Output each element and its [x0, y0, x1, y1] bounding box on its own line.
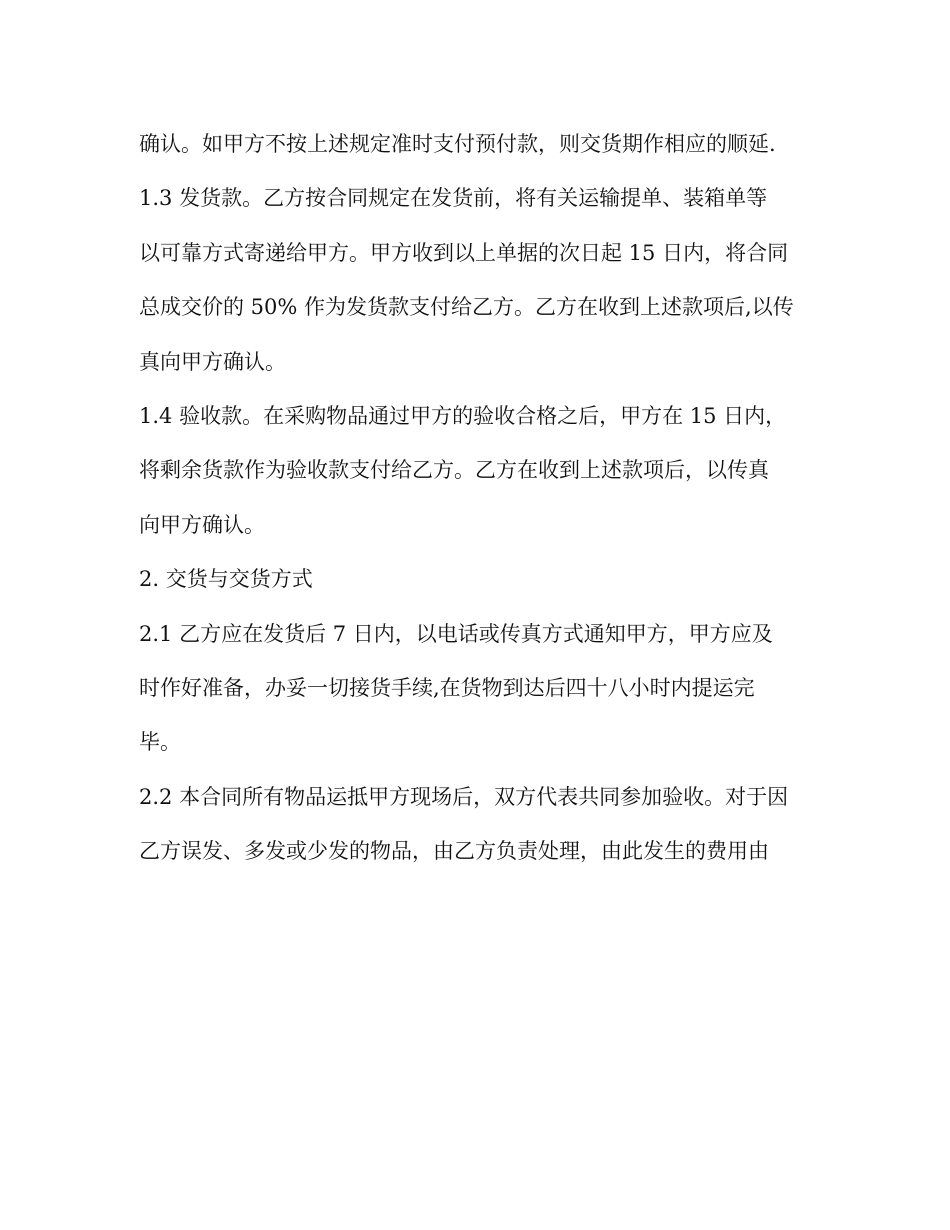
text-line: 向甲方确认。 — [139, 512, 265, 537]
text-line: 时作好准备，办妥一切接货手续,在货物到达后四十八小时内提运完 — [139, 675, 755, 700]
text-line: 将剩余货款作为验收款支付给乙方。乙方在收到上述款项后，以传真 — [139, 458, 769, 483]
section-heading: 2. 交货与交货方式 — [139, 567, 313, 592]
text-line: 1.4 验收款。在采购物品通过甲方的验收合格之后，甲方在 15 日内， — [139, 403, 787, 428]
text-line: 乙方误发、多发或少发的物品，由乙方负责处理，由此发生的费用由 — [139, 839, 769, 864]
text-line: 真向甲方确认。 — [139, 349, 286, 374]
text-line: 2.2 本合同所有物品运抵甲方现场后，双方代表共同参加验收。对于因 — [139, 784, 789, 809]
document-body — [139, 122, 829, 883]
text-line: 毕。 — [139, 730, 181, 755]
text-line: 2.1 乙方应在发货后 7 日内，以电话或传真方式通知甲方，甲方应及 — [139, 621, 773, 646]
text-line: 确认。如甲方不按上述规定准时支付预付款，则交货期作相应的顺延. — [139, 132, 776, 156]
text-line: 以可靠方式寄递给甲方。甲方收到以上单据的次日起 15 日内，将合同 — [139, 240, 789, 265]
text-line: 1.3 发货款。乙方按合同规定在发货前，将有关运输提单、装箱单等 — [139, 186, 768, 211]
text-line: 总成交价的 50% 作为发货款支付给乙方。乙方在收到上述款项后,以传 — [139, 295, 794, 320]
